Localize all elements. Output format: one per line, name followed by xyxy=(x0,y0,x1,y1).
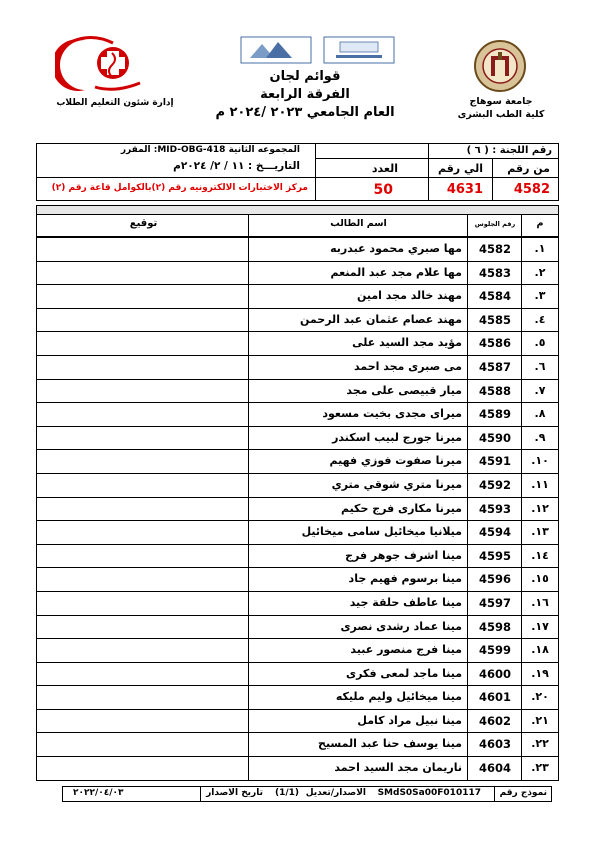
student-name: مينا عاطف حلقة جيد xyxy=(248,592,468,615)
seat-number: 4587 xyxy=(467,356,522,379)
signature-cell xyxy=(37,545,250,568)
table-row xyxy=(37,757,558,780)
table-row xyxy=(37,616,558,640)
seat-number: 4583 xyxy=(467,262,522,285)
to-value: 4631 xyxy=(446,182,483,197)
header-student-name: اسم الطالب xyxy=(248,214,468,236)
student-name: مهند خالد مجد امين xyxy=(248,285,468,308)
signature-cell xyxy=(37,403,250,426)
row-number: .٣ xyxy=(521,285,558,308)
student-name: مينا ميخائيل وليم مليكه xyxy=(248,686,468,709)
table-row xyxy=(37,710,558,734)
table-body xyxy=(37,238,558,780)
row-number: .٢٢ xyxy=(521,733,558,756)
seat-number: 4599 xyxy=(467,639,522,662)
signature-cell xyxy=(37,285,250,308)
document-footer xyxy=(62,786,552,802)
header-seat-number: رقم الجلوس xyxy=(467,214,522,236)
issue-date: ٢٠٢٢/٠٤/٠٣ xyxy=(73,788,124,798)
row-number: .١٧ xyxy=(521,616,558,639)
signature-cell xyxy=(37,332,250,355)
student-name: مؤيد مجد السيد على xyxy=(248,332,468,355)
student-name: مينا عماد رشدى نصرى xyxy=(248,616,468,639)
seat-number: 4585 xyxy=(467,309,522,332)
table-row xyxy=(37,356,558,380)
student-name: مينا برسوم فهيم جاد xyxy=(248,568,468,591)
signature-cell xyxy=(37,450,250,473)
student-name: ناريمان مجد السيد احمد xyxy=(248,757,468,780)
seat-number: 4591 xyxy=(467,450,522,473)
student-name: ميرنا متري شوقي متري xyxy=(248,474,468,497)
accreditation-logos xyxy=(240,36,395,64)
seat-number: 4601 xyxy=(467,686,522,709)
seat-number: 4594 xyxy=(467,521,522,544)
table-row xyxy=(37,285,558,309)
student-name: ميار قبيصى على مجد xyxy=(248,380,468,403)
student-name: ميرای مجدى بخيت مسعود xyxy=(248,403,468,426)
row-number: .٧ xyxy=(521,380,558,403)
issue-date-label: تاريخ الاصدار xyxy=(206,788,263,798)
sohag-university-logo xyxy=(474,40,526,92)
seat-number: 4586 xyxy=(467,332,522,355)
table-row xyxy=(37,686,558,710)
count-label: العدد xyxy=(371,162,398,175)
table-row xyxy=(37,309,558,333)
signature-cell xyxy=(37,733,250,756)
row-number: .١٦ xyxy=(521,592,558,615)
signature-cell xyxy=(37,639,250,662)
signature-cell xyxy=(37,686,250,709)
table-row xyxy=(37,332,558,356)
student-name: ميرنا جورج لبيب اسكندر xyxy=(248,427,468,450)
student-table xyxy=(36,205,559,781)
signature-cell xyxy=(37,757,250,780)
signature-cell xyxy=(37,521,250,544)
row-number: .١ xyxy=(521,238,558,261)
table-row xyxy=(37,592,558,616)
signature-cell xyxy=(37,380,250,403)
signature-cell xyxy=(37,262,250,285)
student-name: مها علام مجد عبد المنعم xyxy=(248,262,468,285)
title-committees: قوائم لجان xyxy=(269,69,341,84)
row-number: .٥ xyxy=(521,332,558,355)
signature-cell xyxy=(37,568,250,591)
row-number: .٢١ xyxy=(521,710,558,733)
count-value: 50 xyxy=(373,182,393,198)
student-name: مينا فرج منصور عبيد xyxy=(248,639,468,662)
seat-number: 4592 xyxy=(467,474,522,497)
header-university-block xyxy=(446,95,556,121)
student-name: مينا ماجد لمعى فكرى xyxy=(248,663,468,686)
seat-number: 4584 xyxy=(467,285,522,308)
form-code: SMdS0Sa00F010117 xyxy=(377,788,481,798)
seat-number: 4595 xyxy=(467,545,522,568)
faculty-name: كلية الطب البشرى xyxy=(457,109,545,120)
table-row xyxy=(37,733,558,757)
university-name: جامعة سوهاج xyxy=(469,96,533,107)
seat-number: 4589 xyxy=(467,403,522,426)
student-name: ميلانيا ميخائيل سامى ميخائيل xyxy=(248,521,468,544)
table-row xyxy=(37,474,558,498)
row-number: .١١ xyxy=(521,474,558,497)
table-row xyxy=(37,498,558,522)
to-label: الي رقم xyxy=(437,162,483,175)
table-row xyxy=(37,403,558,427)
committee-number: رقم اللجنة : ( ٦ ) xyxy=(466,145,552,156)
edition-value: (1/1) xyxy=(274,788,299,798)
title-academic-year: العام الجامعي ٢٠٢٣ /٢٠٢٤ م xyxy=(215,105,395,120)
row-number: .٢٣ xyxy=(521,757,558,780)
row-number: .٩ xyxy=(521,427,558,450)
table-row xyxy=(37,663,558,687)
row-number: .١٠ xyxy=(521,450,558,473)
table-row xyxy=(37,639,558,663)
seat-number: 4598 xyxy=(467,616,522,639)
seat-number: 4604 xyxy=(467,757,522,780)
student-name: مينا اشرف جوهر فرج xyxy=(248,545,468,568)
row-number: .٦ xyxy=(521,356,558,379)
header-signature: توقيع xyxy=(129,218,158,229)
row-number: .٨ xyxy=(521,403,558,426)
student-name: مها صبري محمود عبدربه xyxy=(248,238,468,261)
signature-cell xyxy=(37,356,250,379)
committee-info-box xyxy=(36,143,559,201)
from-value: 4582 xyxy=(513,182,550,197)
student-name: مينا نبيل مراد كامل xyxy=(248,710,468,733)
seat-number: 4588 xyxy=(467,380,522,403)
row-number: .١٣ xyxy=(521,521,558,544)
table-header xyxy=(37,206,558,238)
table-row xyxy=(37,545,558,569)
header-number: م xyxy=(521,214,558,236)
table-row xyxy=(37,568,558,592)
faculty-medicine-logo xyxy=(55,35,150,95)
course-code: المقرر :MID-OBG-418 المجموعه الثانية xyxy=(120,145,300,155)
affairs-department: إدارة شئون التعليم الطلاب xyxy=(56,98,174,108)
edition-label: الاصدار/تعديل xyxy=(305,788,366,798)
table-row xyxy=(37,262,558,286)
row-number: .١٨ xyxy=(521,639,558,662)
signature-cell xyxy=(37,238,250,261)
row-number: .١٢ xyxy=(521,498,558,521)
row-number: .٢٠ xyxy=(521,686,558,709)
student-name: مينا يوسف حنا عبد المسيح xyxy=(248,733,468,756)
table-row xyxy=(37,521,558,545)
student-name: ميرنا صفوت فوزي فهيم xyxy=(248,450,468,473)
seat-number: 4600 xyxy=(467,663,522,686)
student-name: مى صبرى مجد احمد xyxy=(248,356,468,379)
seat-number: 4603 xyxy=(467,733,522,756)
seat-number: 4582 xyxy=(467,238,522,261)
signature-cell xyxy=(37,592,250,615)
row-number: .١٥ xyxy=(521,568,558,591)
seat-number: 4593 xyxy=(467,498,522,521)
exam-center: مركز الاختبارات الالكترونيه رقم (٢)بالكوامل قاعة رقم (٢) xyxy=(51,183,308,193)
table-row xyxy=(37,238,558,262)
seat-number: 4602 xyxy=(467,710,522,733)
header-title-block xyxy=(200,68,410,122)
student-name: مهند عصام عثمان عبد الرحمن xyxy=(248,309,468,332)
exam-date: التاريـــخ : ١١ / ٢/ ٢٠٢٤م xyxy=(173,160,300,172)
form-number-label: نموذج رقم xyxy=(499,788,547,798)
table-row xyxy=(37,427,558,451)
signature-cell xyxy=(37,474,250,497)
table-row xyxy=(37,380,558,404)
seat-number: 4590 xyxy=(467,427,522,450)
seat-number: 4596 xyxy=(467,568,522,591)
signature-cell xyxy=(37,309,250,332)
row-number: .١٩ xyxy=(521,663,558,686)
signature-cell xyxy=(37,498,250,521)
table-row xyxy=(37,450,558,474)
from-label: من رقم xyxy=(507,162,550,175)
row-number: .٢ xyxy=(521,262,558,285)
signature-cell xyxy=(37,427,250,450)
student-name: ميرنا مكارى فرج حكيم xyxy=(248,498,468,521)
row-number: .١٤ xyxy=(521,545,558,568)
signature-cell xyxy=(37,616,250,639)
title-year-level: الفرقة الرابعة xyxy=(260,87,350,102)
row-number: .٤ xyxy=(521,309,558,332)
signature-cell xyxy=(37,710,250,733)
seat-number: 4597 xyxy=(467,592,522,615)
signature-cell xyxy=(37,663,250,686)
